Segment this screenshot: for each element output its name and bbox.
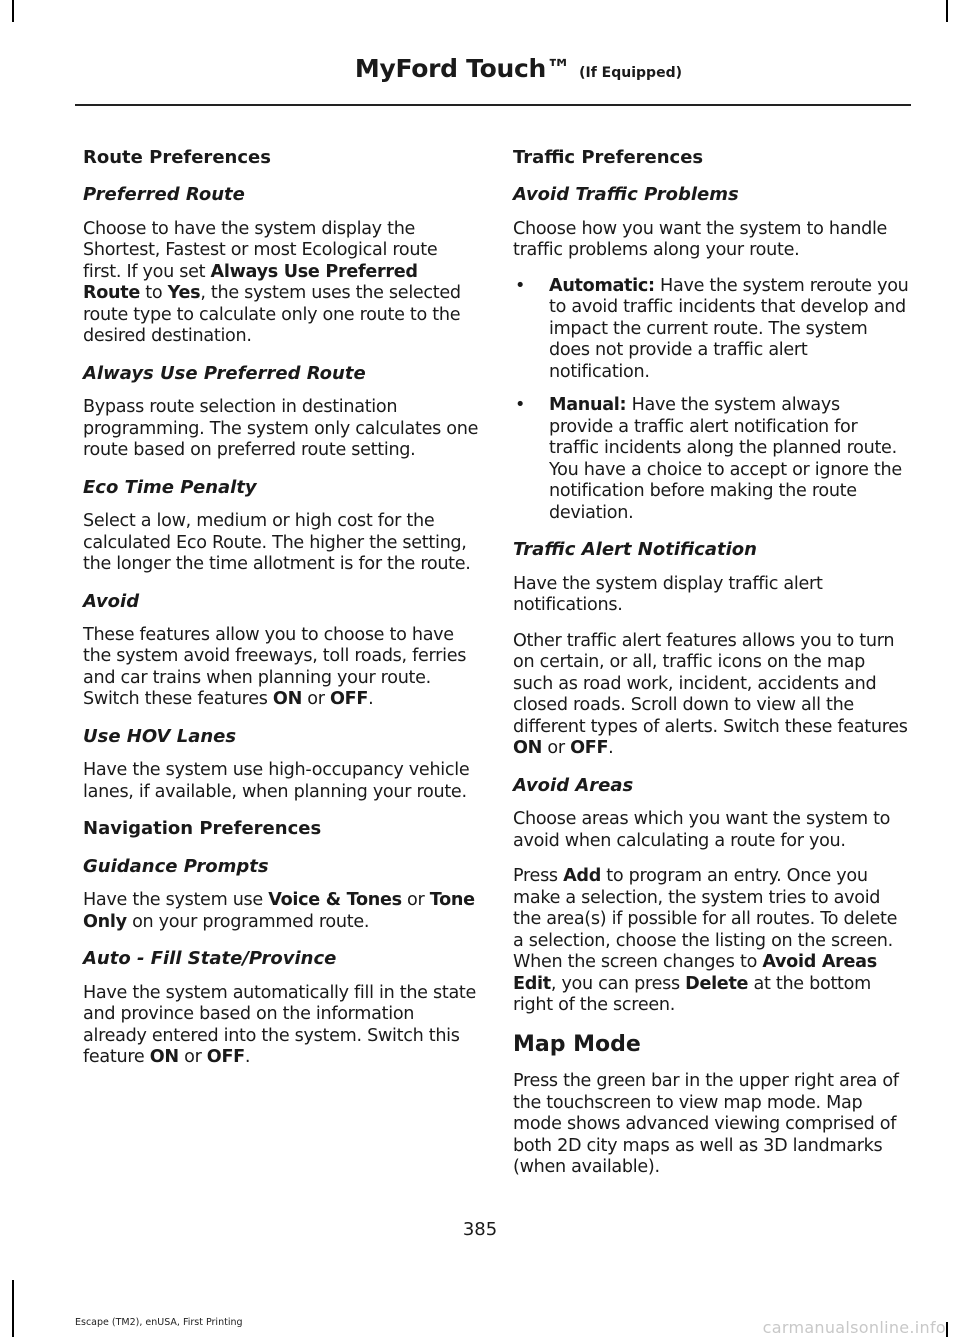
paragraph-auto-fill: Have the system automatically fill in the state and province based on the information already entered into the system. Switch this feature ON or OFF.	[83, 982, 477, 1068]
header-title: MyFord Touch™	[354, 54, 571, 83]
subheading-guidance-prompts: Guidance Prompts	[83, 855, 269, 877]
traffic-options-list	[513, 276, 909, 525]
paragraph-avoid-areas-edit: Press Add to program an entry. Once you make a selection, the system tries to avoid the area(s) if possible for all routes. To delete a selection, choose the listing on the screen. When the screen changes to Avoid Areas Edit, you can press Delete at the bottom right of the screen.	[513, 866, 898, 1016]
setting-off: OFF	[329, 689, 369, 710]
setting-yes: Yes	[167, 283, 201, 304]
right-column	[513, 146, 909, 1193]
header-divider	[75, 104, 911, 106]
paragraph-other-alert-features: Other traffic alert features allows you to turn on certain, or all, traffic icons on the map such as road work, incident, accidents and closed roads. Scroll down to view all the different types of alerts. Switch these features ON or OFF.	[513, 630, 908, 759]
paragraph-preferred-route: Choose to have the system display the Shortest, Fastest or most Ecological route first. If you set Always Use Preferred Route to Yes, the system uses the selected route type to calculate only one route to the desired destination.	[83, 218, 461, 347]
option-label-automatic: Automatic:	[549, 275, 655, 296]
paragraph-always-use: Bypass route selection in destination programming. The system only calculates one route based on preferred route setting.	[83, 397, 479, 461]
section-heading-traffic-preferences: Traffic Preferences	[513, 147, 704, 168]
left-column	[83, 146, 479, 1083]
paragraph-eco-time-penalty: Select a low, medium or high cost for the calculated Eco Route. The higher the setting, the longer the time allotment is for the route.	[83, 511, 471, 575]
subheading-preferred-route: Preferred Route	[83, 184, 245, 206]
setting-avoid-areas-edit: Avoid Areas Edit	[513, 952, 877, 994]
page-header	[355, 54, 682, 83]
subheading-avoid-areas: Avoid Areas	[513, 774, 634, 796]
list-item: • Manual: Have the system always provide a traffic alert notification for traffic incidents along the planned route. You have a choice to accept or ignore the notification before making the route deviation.	[515, 395, 902, 523]
section-heading-map-mode: Map Mode	[513, 1031, 641, 1057]
setting-on: ON	[272, 689, 302, 710]
setting-off: OFF	[570, 738, 609, 759]
setting-voice-and-tones: Voice & Tones	[268, 890, 402, 911]
crop-mark	[12, 1280, 14, 1337]
subheading-avoid-traffic-problems: Avoid Traffic Problems	[513, 184, 739, 206]
paragraph-map-mode: Press the green bar in the upper right area of the touchscreen to view map mode. Map mode shows advanced viewing comprised of both 2D city maps as well as 3D landmarks (when available).	[513, 1071, 899, 1178]
subheading-always-use-preferred-route: Always Use Preferred Route	[83, 362, 366, 384]
list-item: • Automatic: Have the system reroute you to avoid traffic incidents that develop and impact the current route. The system does not provide a traffic alert notification.	[515, 275, 909, 382]
crop-mark	[946, 1322, 948, 1337]
subheading-auto-fill: Auto - Fill State/Province	[83, 948, 337, 970]
paragraph-hov-lanes: Have the system use high-occupancy vehicle lanes, if available, when planning your route.	[83, 760, 470, 802]
paragraph-avoid-traffic: Choose how you want the system to handle traffic problems along your route.	[513, 218, 888, 261]
subheading-eco-time-penalty: Eco Time Penalty	[83, 476, 257, 498]
subheading-use-hov-lanes: Use HOV Lanes	[83, 725, 237, 747]
paragraph-traffic-alert: Have the system display traffic alert notifications.	[513, 573, 823, 616]
setting-add: Add	[563, 866, 602, 887]
setting-on: ON	[149, 1047, 179, 1068]
bullet-icon: •	[515, 395, 526, 416]
option-label-manual: Manual:	[549, 395, 627, 416]
setting-always-use-preferred-route: Always Use Preferred Route	[83, 261, 418, 304]
setting-on: ON	[513, 738, 543, 759]
header-subtitle: (If Equipped)	[579, 65, 682, 81]
subheading-avoid: Avoid	[83, 590, 140, 612]
page-number: 385	[462, 1219, 498, 1240]
setting-delete: Delete	[685, 973, 749, 994]
setting-tone-only: Tone Only	[83, 890, 475, 932]
section-heading-navigation-preferences: Navigation Preferences	[83, 818, 322, 840]
paragraph-guidance-prompts: Have the system use Voice & Tones or Tone Only on your programmed route.	[83, 890, 475, 932]
footer-print-info: Escape (TM2), enUSA, First Printing	[75, 1317, 243, 1328]
setting-off: OFF	[206, 1047, 245, 1068]
subheading-traffic-alert-notification: Traffic Alert Notification	[513, 539, 757, 561]
paragraph-avoid-areas: Choose areas which you want the system to avoid when calculating a route for you.	[513, 809, 891, 851]
crop-mark	[946, 0, 948, 22]
paragraph-avoid: These features allow you to choose to have the system avoid freeways, toll roads, ferries and car trains when planning your route. Switch these features ON or OFF.	[83, 624, 467, 710]
crop-mark	[12, 0, 14, 22]
section-heading-route-preferences: Route Preferences	[83, 147, 271, 168]
bullet-icon: •	[515, 275, 526, 296]
watermark: carmanualsonline.info	[762, 1318, 946, 1337]
